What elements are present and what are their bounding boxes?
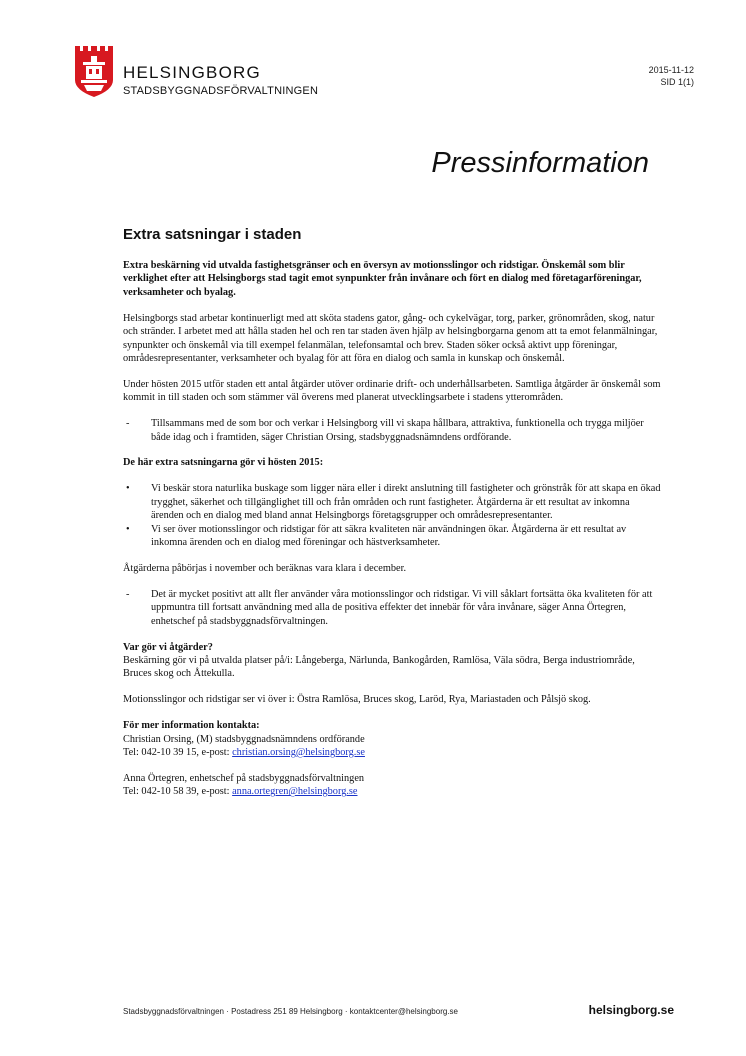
quote-text: Tillsammans med de som bor och verkar i Helsingborg vill vi skapa hållbara, attraktiva, funktionella och trygga miljöer både idag och i framtiden, säger Christian Orsing, stadsbyggnadsnämndens ordförande.	[151, 418, 644, 443]
where-section	[123, 641, 663, 681]
contact-tel: Tel: 042-10 39 15, e-post:	[123, 746, 233, 758]
contact-tel: Tel: 042-10 58 39, e-post:	[123, 786, 233, 798]
paragraph: Motionsslingor och ridstigar ser vi över i: Östra Ramlösa, Bruces skog, Laröd, Rya, Mariastaden och Pålsjö skog.	[123, 694, 591, 706]
contact-section	[123, 719, 663, 759]
subheading: De här extra satsningarna gör vi hösten 2015:	[123, 457, 324, 469]
paragraph: Under hösten 2015 utför staden ett antal åtgärder utöver ordinarie drift- och underhållsarbeten. Samtliga åtgärder är önskemål som kommit in till staden och som stämmer väl överens med planerat utvecklingsarbete i stadens ytterområden.	[123, 378, 661, 404]
dash-marker: -	[126, 588, 130, 600]
contact-name: Christian Orsing, (M) stadsbyggnadsnämndens ordförande	[123, 733, 365, 745]
footer-address: Stadsbyggnadsförvaltningen · Postadress 251 89 Helsingborg · kontaktcenter@helsingborg.se	[123, 1007, 458, 1016]
bullet-marker: •	[126, 523, 130, 535]
footer-website: helsingborg.se	[588, 1003, 674, 1017]
helsingborg-crest-icon	[74, 44, 114, 100]
email-link[interactable]: anna.ortegren@helsingborg.se	[232, 786, 358, 798]
list-item-text: Vi ser över motionsslingor och ridstigar för att säkra kvaliteten när användningen ökar. Åtgärderna är ett resultat av inkomna ärenden och en dialog med föreningar och hästverksamheter.	[151, 523, 627, 548]
headline: Extra satsningar i staden	[123, 226, 302, 243]
quote-item	[123, 417, 663, 444]
section-heading: För mer information kontakta:	[123, 720, 260, 732]
contact-line	[123, 746, 663, 759]
document-date: 2015-11-12	[648, 65, 694, 75]
dash-marker: -	[126, 418, 130, 430]
quote-text: Det är mycket positivt att allt fler använder våra motionsslingor och ridstigar. Vi vill såklart fortsätta öka kvaliteten för att uppmuntra till fortsatt användning med alla de positiva effekter det innebär för våra invånare, säger Anna Örtegren, enhetschef på stadsbyggnadsförvaltningen.	[151, 588, 653, 627]
contact-line	[123, 785, 663, 798]
organization-name: HELSINGBORG	[123, 63, 261, 82]
list-item-text: Vi beskär stora naturlika buskage som ligger nära eller i direkt anslutning till fastigheter och grönstråk för att skapa en ökad trygghet, säkerhet och tillgänglighet till och från områden och runt fastigheter. Åtgärderna är ett resultat av inkomna ärenden och en dialog med bland annat Helsingborgs företagsgrupper och områdesrepresentanter.	[151, 483, 661, 522]
email-link[interactable]: christian.orsing@helsingborg.se	[232, 746, 365, 758]
article-body	[123, 259, 663, 811]
section-text: Beskärning gör vi på utvalda platser på/i: Långeberga, Närlunda, Bankogården, Ramlösa, Väla södra, Berga industriområde, Bruces skog och Åttekulla.	[123, 654, 635, 680]
paragraph: Helsingborgs stad arbetar kontinuerligt med att sköta stadens gator, gång- och cykelvägar, torg, parker, grönområden, skog, natur och stränder. I arbetet med att hålla staden hel och ren tar staden även hjälp av helsingborgarna genom att ta emot felanmälningar, synpunkter och önskemål via till exempel felanmälan, telefonsamtal och brev. Staden söker också aktivt upp föreningar, områdesrepresentanter, verksamheter och byalag för att föra en dialog och samla in kunskap och önskemål.	[123, 312, 658, 364]
section-heading: Var gör vi åtgärder?	[123, 641, 213, 653]
paragraph: Åtgärderna påbörjas i november och beräknas vara klara i december.	[123, 562, 407, 574]
department-name: STADSBYGGNADSFÖRVALTNINGEN	[123, 85, 319, 97]
list-item	[123, 482, 663, 522]
page-number: SID 1(1)	[660, 77, 694, 87]
bullet-list	[123, 482, 663, 549]
lead-paragraph: Extra beskärning vid utvalda fastighetsgränser och en översyn av motionsslingor och ridstigar. Önskemål som blir verklighet efter att Helsingborgs stad tagit emot synpunkter från invånare och fört en dialog med företagarföreningar, verksamheter och byalag.	[123, 260, 642, 298]
quote-item	[123, 588, 663, 628]
document-meta	[649, 64, 694, 88]
contact-section	[123, 772, 663, 799]
list-item	[123, 523, 663, 550]
bullet-marker: •	[126, 483, 130, 495]
contact-name: Anna Örtegren, enhetschef på stadsbyggnadsförvaltningen	[123, 772, 365, 784]
document-title: Pressinformation	[431, 147, 649, 179]
